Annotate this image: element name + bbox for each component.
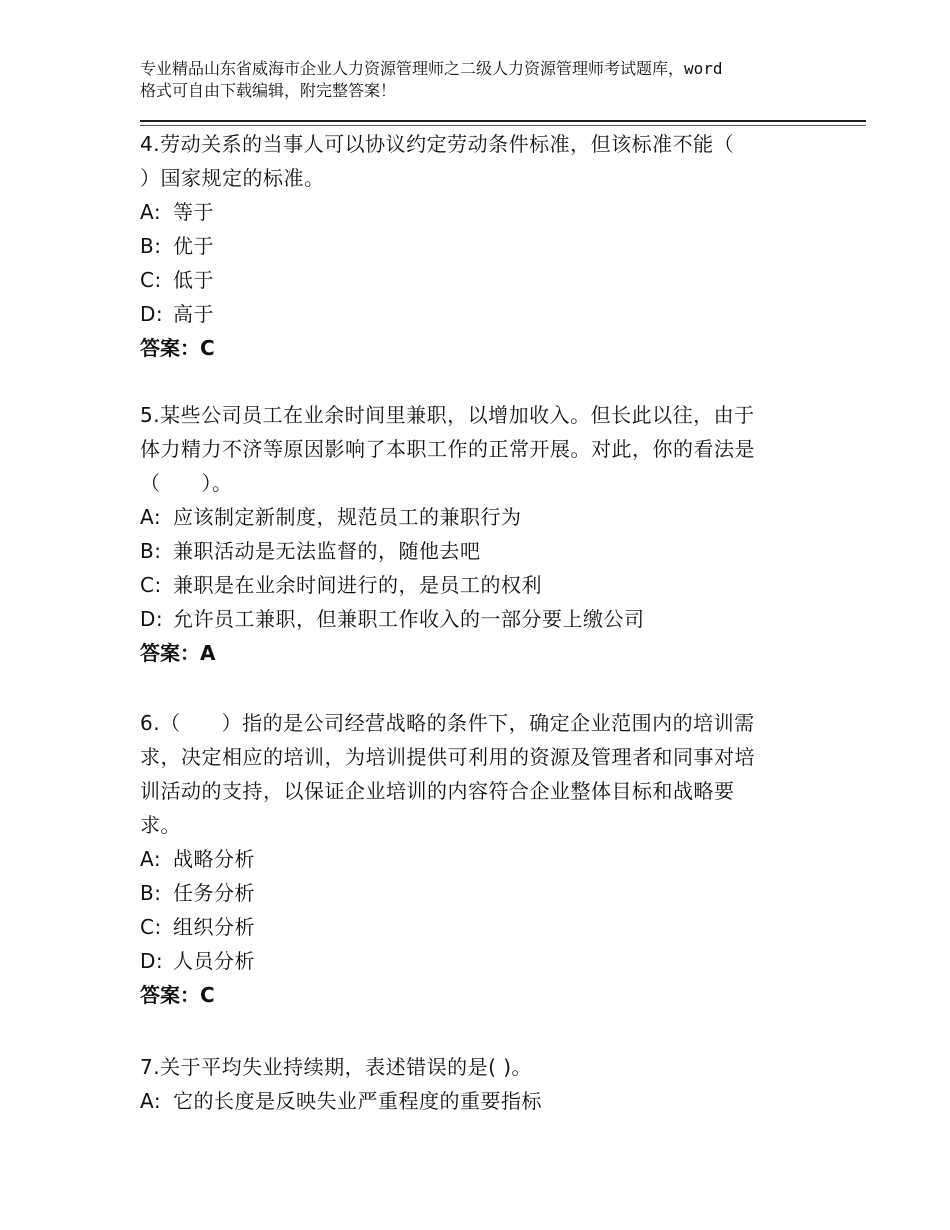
option-c	[140, 263, 780, 297]
stem-line: 求。	[140, 813, 181, 837]
option-key: A:	[140, 1089, 162, 1113]
question-stem	[140, 398, 780, 500]
stem-line: 4.劳动关系的当事人可以协议约定劳动条件标准，但该标准不能（	[140, 132, 735, 156]
option-text: 战略分析	[173, 847, 255, 871]
option-key: A:	[140, 200, 162, 224]
option-text: 任务分析	[173, 881, 255, 905]
option-text: 兼职活动是无法监督的，随他去吧	[173, 539, 481, 563]
option-text: 它的长度是反映失业严重程度的重要指标	[173, 1089, 542, 1113]
option-text: 兼职是在业余时间进行的，是员工的权利	[173, 573, 542, 597]
stem-line: 体力精力不济等原因影响了本职工作的正常开展。对此，你的看法是	[140, 437, 755, 461]
question-5	[140, 398, 780, 670]
option-a	[140, 500, 780, 534]
option-b	[140, 229, 780, 263]
option-d	[140, 297, 780, 331]
option-c	[140, 910, 780, 944]
option-key: B:	[140, 881, 162, 905]
option-key: D:	[140, 302, 164, 326]
answer: 答案：A	[140, 641, 216, 665]
stem-line: 5.某些公司员工在业余时间里兼职，以增加收入。但长此以往，由于	[140, 403, 755, 427]
option-key: A:	[140, 847, 162, 871]
question-6	[140, 706, 780, 1012]
option-key: D:	[140, 949, 164, 973]
option-key: D:	[140, 607, 164, 631]
option-key: B:	[140, 234, 162, 258]
answer: 答案：C	[140, 336, 215, 360]
stem-line: 求，决定相应的培训，为培训提供可利用的资源及管理者和同事对培	[140, 745, 755, 769]
question-stem	[140, 1050, 780, 1084]
stem-line: （ ）。	[140, 471, 233, 495]
option-text: 等于	[173, 200, 214, 224]
option-key: C:	[140, 573, 162, 597]
question-stem	[140, 706, 780, 842]
header-line-2: 格式可自由下载编辑，附完整答案！	[140, 81, 397, 100]
stem-line: 训活动的支持，以保证企业培训的内容符合企业整体目标和战略要	[140, 779, 735, 803]
option-b	[140, 876, 780, 910]
stem-line: 6.（ ）指的是公司经营战略的条件下，确定企业范围内的培训需	[140, 711, 755, 735]
question-7	[140, 1050, 780, 1118]
option-a	[140, 842, 780, 876]
question-stem	[140, 127, 780, 195]
option-d	[140, 944, 780, 978]
option-key: C:	[140, 268, 162, 292]
option-text: 优于	[173, 234, 214, 258]
document-header	[140, 58, 840, 102]
header-line-1: 专业精品山东省威海市企业人力资源管理师之二级人力资源管理师考试题库，word	[140, 59, 723, 78]
answer: 答案：C	[140, 983, 215, 1007]
option-key: C:	[140, 915, 162, 939]
option-d	[140, 602, 780, 636]
option-a	[140, 195, 780, 229]
option-key: B:	[140, 539, 162, 563]
option-text: 组织分析	[173, 915, 255, 939]
option-key: A:	[140, 505, 162, 529]
option-text: 允许员工兼职，但兼职工作收入的一部分要上缴公司	[173, 607, 645, 631]
option-text: 低于	[173, 268, 214, 292]
option-text: 人员分析	[173, 949, 255, 973]
option-a	[140, 1084, 780, 1118]
question-4	[140, 127, 780, 365]
option-text: 应该制定新制度，规范员工的兼职行为	[173, 505, 522, 529]
option-c	[140, 568, 780, 602]
header-divider-thick	[140, 120, 866, 122]
option-b	[140, 534, 780, 568]
header-divider-thin	[140, 125, 866, 126]
stem-line: ）国家规定的标准。	[140, 166, 325, 190]
stem-line: 7.关于平均失业持续期，表述错误的是( )。	[140, 1055, 533, 1079]
option-text: 高于	[173, 302, 214, 326]
